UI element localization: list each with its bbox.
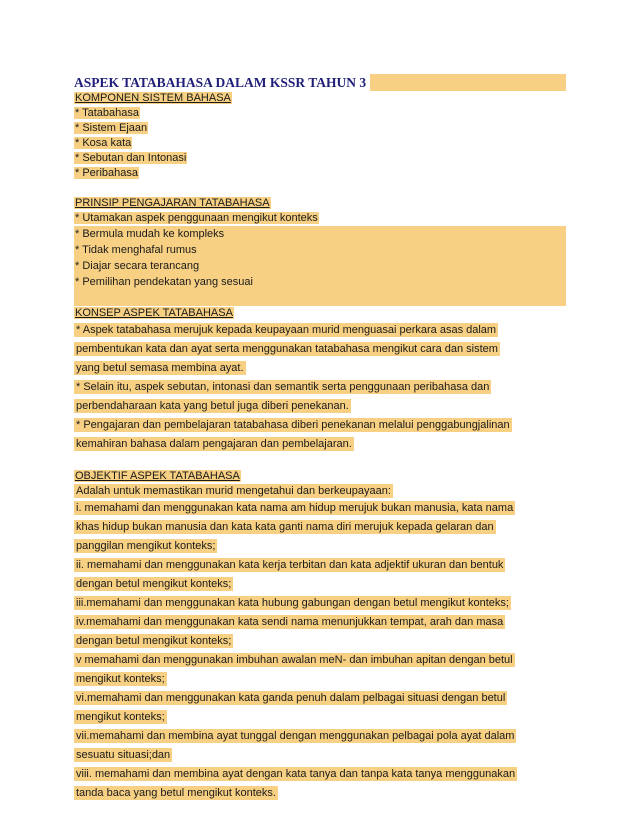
objektif-paragraph [74, 484, 566, 803]
prinsip-item: * Pemilihan pendekatan yang sesuai [75, 276, 253, 288]
prinsip-item: * Utamakan aspek penggunaan mengikut konteks [75, 212, 318, 224]
objektif-line: iv.memahami dan menggunakan kata sendi nama menunjukkan tempat, arah dan masa [76, 616, 504, 628]
konsep-paragraph [74, 321, 566, 454]
document-content [74, 74, 566, 803]
prinsip-item: * Bermula mudah ke kompleks [75, 228, 225, 240]
objektif-line: dengan betul mengikut konteks; [76, 635, 232, 647]
komponen-item: * Tatabahasa [75, 107, 140, 119]
list-item [74, 121, 566, 136]
spacer [74, 181, 566, 196]
objektif-line: vi.memahami dan menggunakan kata ganda penuh dalam pelbagai situasi dengan betul [76, 692, 506, 704]
konsep-line: kemahiran bahasa dalam pengajaran dan pembelajaran. [76, 438, 352, 450]
objektif-line: viii. memahami dan membina ayat dengan kata tanya dan tanpa kata tanya menggunakan [76, 768, 516, 780]
prinsip-heading-line [74, 196, 566, 211]
objektif-line: i. memahami dan menggunakan kata nama am hidup merujuk bukan manusia, kata nama [76, 502, 514, 514]
konsep-line: * Selain itu, aspek sebutan, intonasi dan semantik serta penggunaan peribahasa dan [76, 381, 490, 393]
konsep-line: yang betul semasa membina ayat. [76, 362, 244, 374]
list-item [74, 211, 566, 226]
list-item [74, 166, 566, 181]
komponen-item: * Kosa kata [75, 137, 132, 149]
objektif-line: tanda baca yang betul mengikut konteks. [76, 787, 276, 799]
list-item [74, 136, 566, 151]
prinsip-item-row [74, 258, 566, 274]
list-item [74, 106, 566, 121]
objektif-line: vii.memahami dan membina ayat tunggal dengan menggunakan pelbagai pola ayat dalam [76, 730, 515, 742]
prinsip-item-row [74, 242, 566, 258]
objektif-line: panggilan mengikut konteks; [76, 540, 216, 552]
spacer [74, 454, 566, 469]
konsep-line: perbendaharaan kata yang betul juga diberi penekanan. [76, 400, 349, 412]
prinsip-item-row [74, 274, 566, 306]
objektif-line: iii.memahami dan menggunakan kata hubung gabungan dengan betul mengikut konteks; [76, 597, 509, 609]
komponen-heading-line [74, 91, 566, 106]
komponen-heading: KOMPONEN SISTEM BAHASA [75, 92, 231, 104]
objektif-line: v memahami dan menggunakan imbuhan awalan meN- dan imbuhan apitan dengan betul [76, 654, 513, 666]
prinsip-item: * Tidak menghafal rumus [75, 244, 197, 256]
prinsip-item: * Diajar secara terancang [75, 260, 200, 272]
objektif-line: mengikut konteks; [76, 711, 165, 723]
objektif-line: dengan betul mengikut konteks; [76, 578, 232, 590]
page-title: ASPEK TATABAHASA DALAM KSSR TAHUN 3 [74, 74, 370, 91]
konsep-heading-line [74, 306, 566, 321]
objektif-line: mengikut konteks; [76, 673, 165, 685]
komponen-item: * Sistem Ejaan [75, 122, 148, 134]
konsep-line: pembentukan kata dan ayat serta menggunakan tatabahasa mengikut cara dan sistem [76, 343, 498, 355]
objektif-line: ii. memahami dan menggunakan kata kerja terbitan dan kata adjektif ukuran dan bentuk [76, 559, 504, 571]
komponen-item: * Peribahasa [75, 167, 138, 179]
objektif-heading: OBJEKTIF ASPEK TATABAHASA [75, 470, 240, 482]
konsep-line: * Pengajaran dan pembelajaran tatabahasa diberi penekanan melalui penggabungjalinan [76, 419, 510, 431]
objektif-line: sesuatu situasi;dan [76, 749, 171, 761]
prinsip-item-row [74, 226, 566, 242]
objektif-line: Adalah untuk memastikan murid mengetahui dan berkeupayaan: [76, 485, 391, 497]
prinsip-heading: PRINSIP PENGAJARAN TATABAHASA [75, 197, 270, 209]
komponen-item: * Sebutan dan Intonasi [75, 152, 187, 164]
objektif-heading-line [74, 469, 566, 484]
konsep-heading: KONSEP ASPEK TATABAHASA [75, 307, 233, 319]
objektif-line: khas hidup bukan manusia dan kata kata ganti nama diri merujuk kepada gelaran dan [76, 521, 494, 533]
konsep-line: * Aspek tatabahasa merujuk kepada keupayaan murid menguasai perkara asas dalam [76, 324, 497, 336]
list-item [74, 151, 566, 166]
title-row [74, 74, 566, 91]
